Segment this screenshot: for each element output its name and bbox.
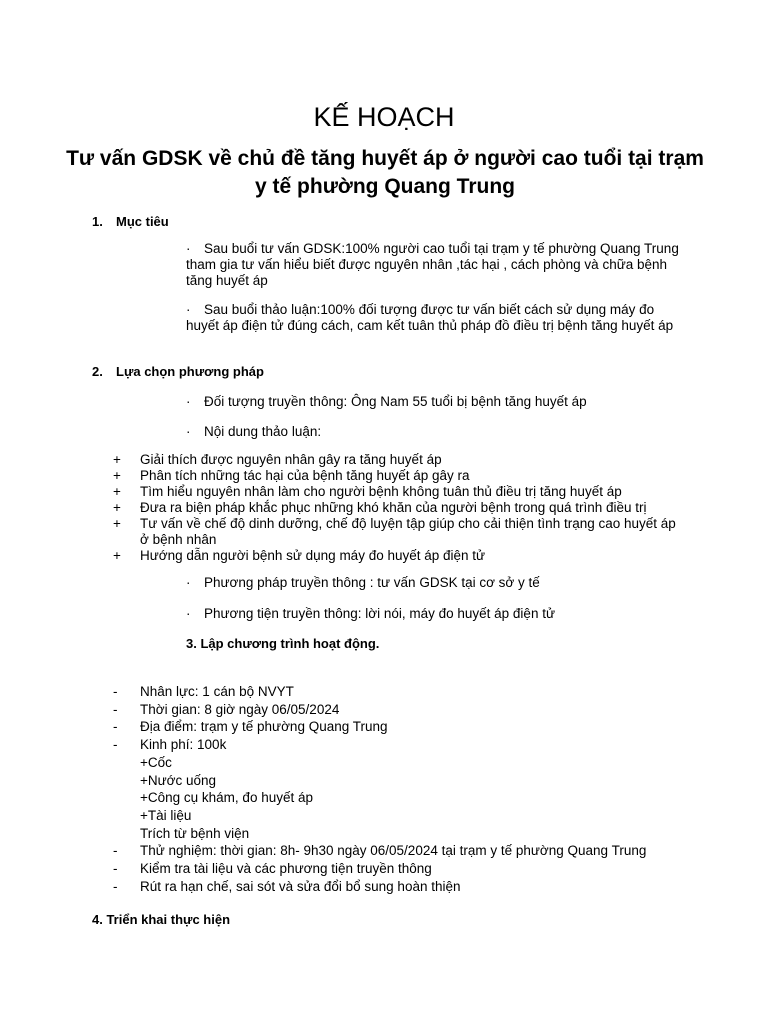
dash-mark: -	[113, 861, 118, 877]
list-item	[113, 468, 683, 484]
communication-means	[186, 606, 686, 622]
section-1-title: Mục tiêu	[116, 214, 169, 229]
objective-item-2	[186, 302, 686, 334]
list-item-text: Giải thích được nguyên nhân gây ra tăng huyết áp	[140, 452, 442, 467]
bullet-icon: ·	[186, 606, 191, 621]
list-item-text: Hướng dẫn người bệnh sử dụng máy đo huyết áp điện tử	[140, 548, 486, 563]
budget-item: +Nước uống	[140, 772, 217, 788]
list-item-text: Phân tích những tác hại của bệnh tăng huyết áp gây ra	[140, 468, 470, 483]
objective-text-2: Sau buổi thảo luận:100% đối tượng được tư vấn biết cách sử dụng máy đo huyết áp điện tử đúng cách, cam kết tuân thủ pháp đồ điều trị bệnh tăng huyết áp	[186, 302, 674, 333]
list-item	[113, 548, 683, 564]
bullet-icon: ·	[186, 302, 191, 317]
activity-plan-list	[113, 683, 713, 895]
document-title: KẾ HOẠCH	[313, 102, 455, 132]
budget-item: Trích từ bệnh viện	[140, 825, 250, 841]
list-item	[113, 516, 683, 548]
bullet-icon: ·	[186, 575, 191, 590]
list-item-text: Đưa ra biện pháp khắc phục những khó khăn của người bệnh trong quá trình điều trị	[140, 500, 647, 515]
discussion-content-label-text: Nội dung thảo luận:	[204, 424, 322, 439]
budget-item: +Tài liệu	[140, 807, 192, 823]
dash-mark: -	[113, 878, 118, 894]
list-item	[113, 736, 713, 754]
communication-method-text: Phương pháp truyền thông : tư vấn GDSK tại cơ sở y tế	[204, 575, 540, 590]
section-4-heading: 4. Triển khai thực hiện	[92, 912, 231, 927]
section-2-number: 2.	[92, 364, 103, 379]
dash-mark: -	[113, 684, 118, 699]
section-2-heading	[92, 364, 264, 380]
list-item-text: Địa điểm: trạm y tế phường Quang Trung	[140, 719, 388, 735]
dash-mark: -	[113, 843, 118, 859]
list-item	[113, 484, 683, 500]
objective-item-1	[186, 241, 686, 289]
target-audience	[186, 394, 686, 410]
list-item-text: Thời gian: 8 giờ ngày 06/05/2024	[140, 701, 340, 717]
list-item-text: Kinh phí: 100k	[140, 737, 227, 753]
list-item	[113, 842, 713, 860]
list-item	[113, 718, 713, 736]
document-subtitle: Tư vấn GDSK về chủ đề tăng huyết áp ở người cao tuổi tại trạm y tế phường Quang Trung	[66, 147, 704, 198]
plus-mark: +	[113, 484, 121, 499]
dash-mark: -	[113, 701, 118, 717]
plus-mark: +	[113, 468, 121, 483]
list-item-text: Tư vấn về chế độ dinh dưỡng, chế độ luyện tập giúp cho cải thiện tình trạng cao huyết áp ở bệnh nhân	[140, 516, 676, 547]
dash-mark: -	[113, 719, 118, 735]
plus-mark: +	[113, 516, 121, 531]
plus-mark: +	[113, 500, 121, 515]
budget-item: +Cốc	[140, 754, 172, 770]
budget-item: +Công cụ khám, đo huyết áp	[140, 790, 313, 806]
plus-mark: +	[113, 548, 121, 563]
list-item	[113, 452, 683, 468]
dash-mark: -	[113, 737, 118, 753]
list-item-text: Thử nghiệm: thời gian: 8h- 9h30 ngày 06/05/2024 tại trạm y tế phường Quang Trung	[140, 843, 647, 859]
plus-mark: +	[113, 452, 121, 467]
objective-text-1: Sau buổi tư vấn GDSK:100% người cao tuổi tại trạm y tế phường Quang Trung tham gia tư vấn hiểu biết được nguyên nhân ,tác hại , cách phòng và chữa bệnh tăng huyết áp	[186, 241, 679, 288]
discussion-content-label	[186, 424, 686, 440]
list-item	[113, 701, 713, 719]
list-item-text: Nhân lực: 1 cán bộ NVYT	[140, 684, 294, 699]
list-item-text: Rút ra hạn chế, sai sót và sửa đổi bổ sung hoàn thiện	[140, 878, 461, 894]
bullet-icon: ·	[186, 241, 191, 256]
discussion-content-list	[113, 452, 683, 564]
list-item	[113, 500, 683, 516]
bullet-icon: ·	[186, 424, 191, 439]
list-item	[113, 860, 713, 878]
list-item	[113, 878, 713, 896]
list-item-text: Kiểm tra tài liệu và các phương tiện truyền thông	[140, 861, 432, 877]
list-item	[113, 683, 713, 701]
section-1-number: 1.	[92, 214, 103, 229]
list-item-text: Tìm hiểu nguyên nhân làm cho người bệnh không tuân thủ điều trị tăng huyết áp	[140, 484, 622, 499]
communication-method	[186, 575, 686, 591]
section-2-title: Lựa chọn phương pháp	[116, 364, 264, 379]
section-3-heading: 3. Lập chương trình hoạt động.	[186, 636, 380, 651]
target-audience-text: Đối tượng truyền thông: Ông Nam 55 tuổi bị bệnh tăng huyết áp	[204, 394, 587, 409]
section-1-heading	[92, 214, 169, 230]
communication-means-text: Phương tiện truyền thông: lời nói, máy đo huyết áp điện tử	[204, 606, 555, 621]
bullet-icon: ·	[186, 394, 191, 409]
